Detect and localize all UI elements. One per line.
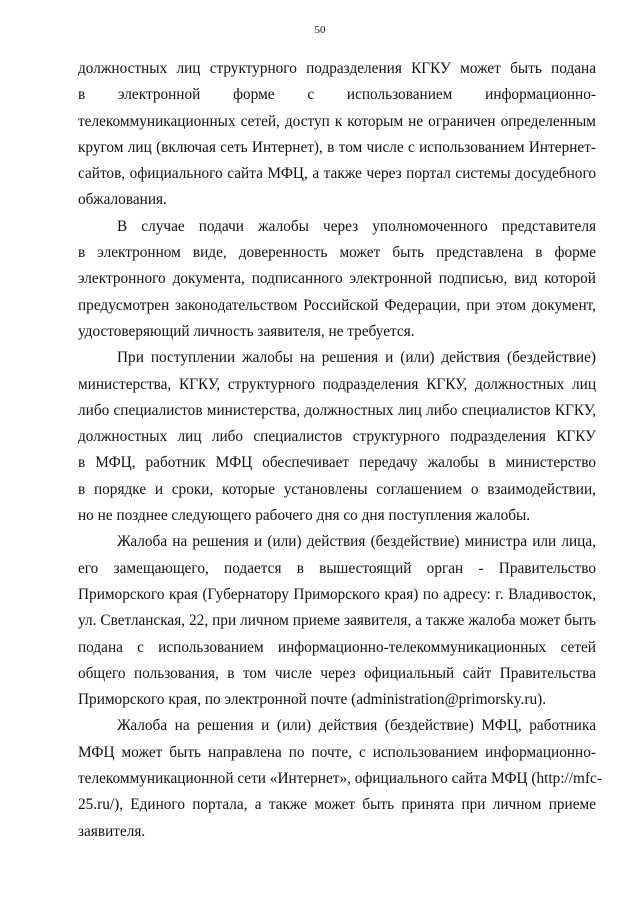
text-line: телекоммуникационных сетей, доступ к которым не ограничен определенным [78,112,596,130]
text-line: МФЦ может быть направлена по почте, с использованием информационно- [78,743,596,761]
text-line: но не позднее следующего рабочего дня со дня поступления жалобы. [78,507,531,525]
text-line: В случае подачи жалобы через уполномоченного представителя [117,217,596,235]
text-line: кругом лиц (включая сеть Интернет), в том числе с использованием Интернет- [78,138,596,156]
text-line: сайтов, официального сайта МФЦ, а также через портал системы досудебного [78,165,596,183]
text-line: Приморского края (Губернатору Приморского края) по адресу: г. Владивосток, [78,585,596,603]
document-body [78,56,602,845]
text-line: обжалования. [78,191,167,209]
text-line: предусмотрен законодательством Российской Федерации, при этом документ, [78,296,596,314]
paragraph [78,529,596,713]
text-line: подана с использованием информационно-телекоммуникационных сетей [78,638,596,656]
page-number: 50 [314,24,326,36]
text-line: Приморского края, по электронной почте (administration@primorsky.ru). [78,691,547,709]
text-line: При поступлении жалобы на решения и (или) действия (бездействие) [117,349,596,367]
text-line: в МФЦ, работник МФЦ обеспечивает передачу жалобы в министерство [78,454,596,472]
text-line: удостоверяющий личность заявителя, не требуется. [78,322,415,340]
paragraph [78,56,596,214]
text-line: в электронной форме с использованием информационно- [78,86,596,104]
text-line: должностных лиц либо специалистов структурного подразделения КГКУ [78,428,596,446]
text-line: должностных лиц структурного подразделения КГКУ может быть подана [78,60,596,77]
text-line: в электронном виде, доверенность может быть представлена в форме [78,244,596,262]
text-line: заявителя. [78,822,146,840]
text-line: 25.ru/), Единого портала, а также может быть принята при личном приеме [78,796,596,814]
paragraph [78,345,596,529]
text-line: его замещающего, подается в вышестоящий орган - Правительство [78,559,596,577]
text-line: общего пользования, в том числе через официальный сайт Правительства [78,664,596,682]
text-line: Жалоба на решения и (или) действия (бездействие) министра или лица, [117,533,596,551]
paragraph [78,214,596,345]
text-line: телекоммуникационной сети «Интернет», официального сайта МФЦ (http://mfc- [78,770,602,788]
text-line: в порядке и сроки, которые установлены соглашением о взаимодействии, [78,480,596,498]
text-line: ул. Светланская, 22, при личном приеме заявителя, а также жалоба может быть [78,612,596,630]
text-line: Жалоба на решения и (или) действия (бездействие) МФЦ, работника [117,717,596,735]
paragraph [78,713,602,844]
text-line: министерства, КГКУ, структурного подразделения КГКУ, должностных лиц [78,375,596,393]
text-line: электронного документа, подписанного электронной подписью, вид которой [78,270,596,288]
text-line: либо специалистов министерства, должностных лиц либо специалистов КГКУ, [78,401,596,419]
